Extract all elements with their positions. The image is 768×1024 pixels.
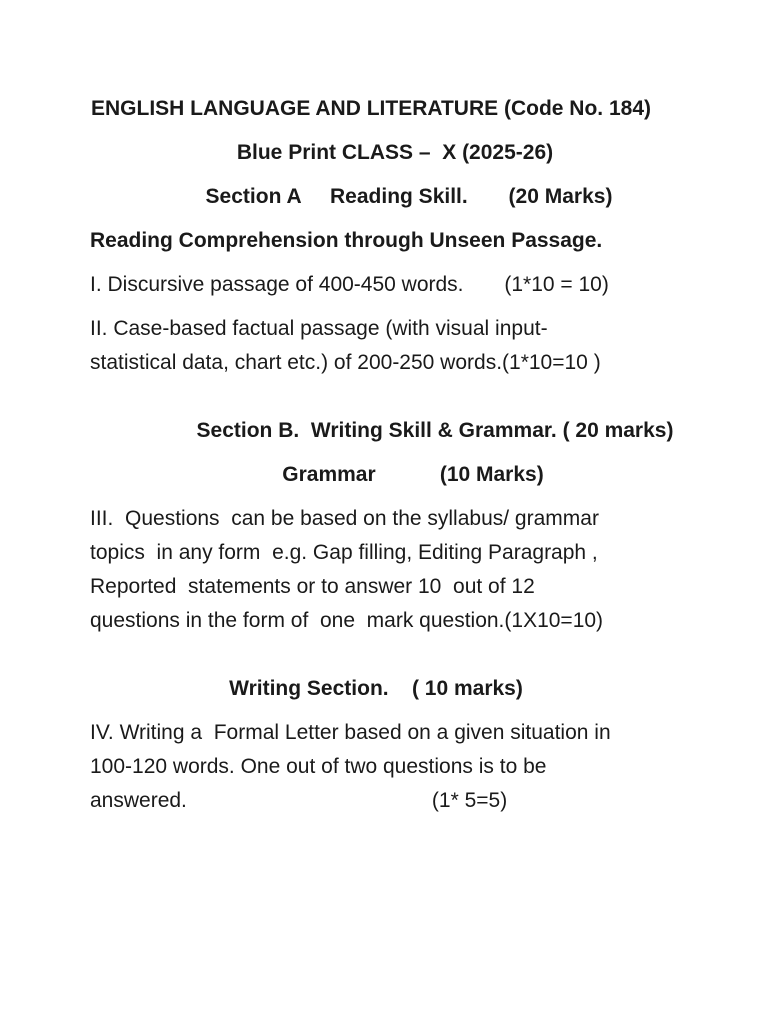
grammar-heading: Grammar (10 Marks) — [282, 463, 544, 486]
item-4-line-2: 100-120 words. One out of two questions is to be — [90, 755, 547, 778]
item-4 — [90, 716, 680, 818]
section-b-heading: Section B. Writing Skill & Grammar. ( 20 marks) — [196, 419, 674, 442]
item-2 — [90, 312, 680, 380]
item-3 — [90, 502, 680, 638]
document-page — [90, 92, 680, 818]
document-title: ENGLISH LANGUAGE AND LITERATURE (Code No. 184) — [90, 97, 652, 120]
item-3-line-2: topics in any form e.g. Gap filling, Editing Paragraph , — [90, 541, 598, 564]
item-3-line-3: Reported statements or to answer 10 out of 12 — [90, 575, 535, 598]
item-2-line-2: statistical data, chart etc.) of 200-250 words.(1*10=10 ) — [90, 351, 601, 374]
document-subtitle: Blue Print CLASS – X (2025-26) — [236, 141, 554, 164]
item-2-line-1: II. Case-based factual passage (with visual input- — [90, 317, 548, 340]
item-4-line-3: answered. (1* 5=5) — [90, 789, 508, 812]
item-3-line-4: questions in the form of one mark question.(1X10=10) — [90, 609, 604, 632]
item-4-line-1: IV. Writing a Formal Letter based on a given situation in — [90, 721, 611, 744]
item-3-line-1: III. Questions can be based on the syllabus/ grammar — [90, 507, 599, 530]
section-a-subheading: Reading Comprehension through Unseen Passage. — [90, 229, 603, 252]
writing-section-heading: Writing Section. ( 10 marks) — [229, 677, 523, 700]
item-1: I. Discursive passage of 400-450 words. (1*10 = 10) — [90, 273, 609, 296]
section-a-heading: Section A Reading Skill. (20 Marks) — [205, 185, 613, 208]
